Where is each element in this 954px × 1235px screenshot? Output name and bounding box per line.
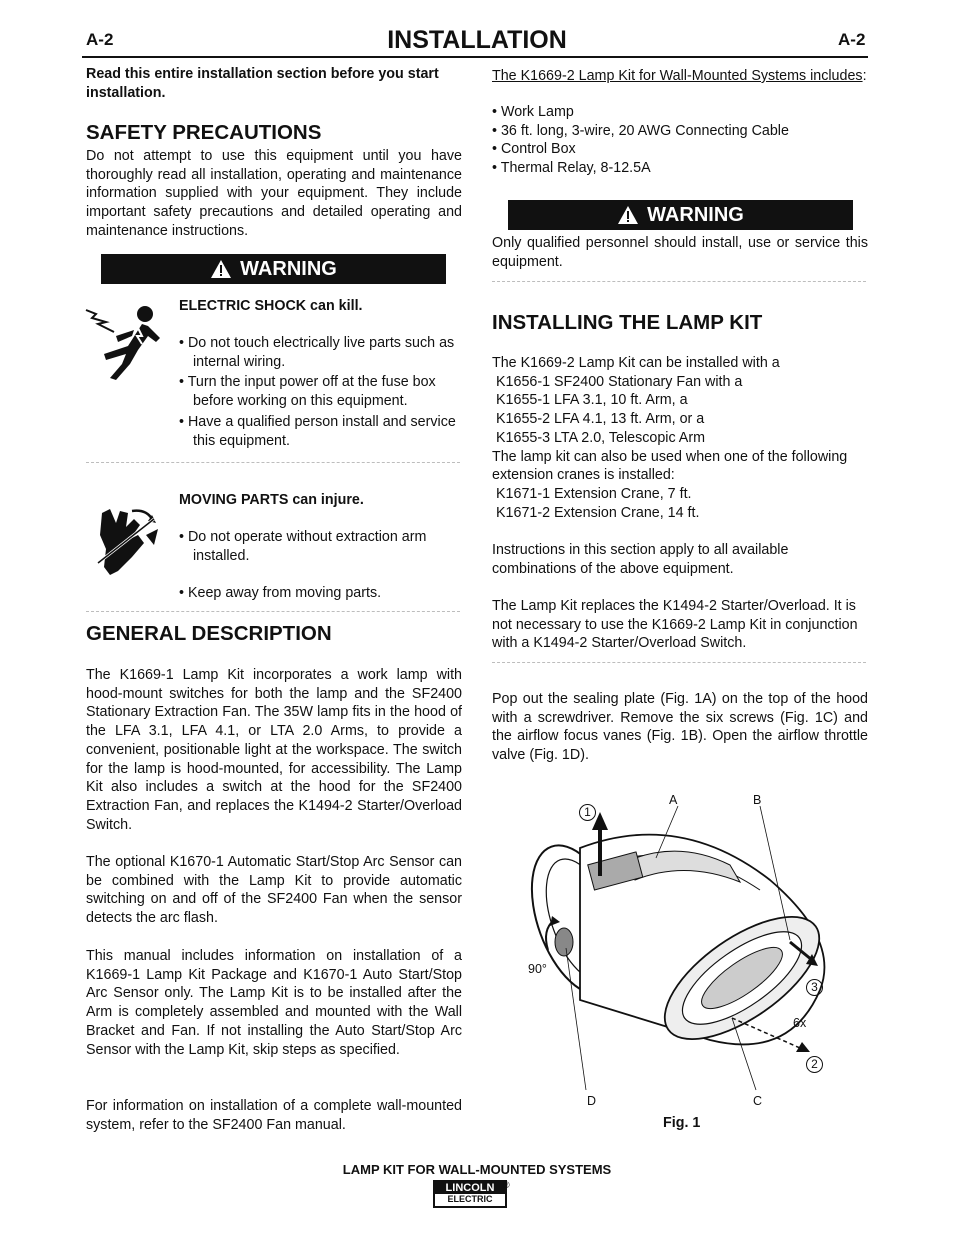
figure-label-b: B — [753, 793, 762, 807]
logo-registered-mark: ® — [503, 1180, 510, 1190]
moving-list — [179, 528, 463, 565]
lamp-hood-figure — [520, 790, 850, 1110]
install-line: K1656-1 SF2400 Stationary Fan with a — [496, 373, 743, 390]
logo-bottom: ELECTRIC — [447, 1194, 493, 1204]
warning-label: WARNING — [647, 203, 744, 226]
divider — [86, 611, 460, 612]
install-line: The K1669-2 Lamp Kit can be installed with a — [492, 355, 780, 371]
electric-shock-icon — [84, 302, 166, 380]
figure-label-c: C — [753, 1094, 763, 1108]
list-item: • Have a qualified person install and service this equipment. — [179, 413, 456, 449]
divider — [86, 462, 460, 463]
page-number-left: A-2 — [86, 30, 114, 49]
moving-title: MOVING PARTS can injure. — [179, 492, 364, 508]
list-item: • Turn the input power off at the fuse box before working on this equipment. — [179, 374, 436, 410]
install-heading: INSTALLING THE LAMP KIT — [492, 311, 763, 334]
list-item: • Do not touch electrically live parts such as internal wiring. — [179, 335, 455, 370]
divider — [492, 662, 866, 663]
lincoln-electric-logo — [433, 1180, 507, 1208]
page-number-right: A-2 — [838, 30, 866, 49]
warning-text: Only qualified personnel should install, use or service this equipment. — [492, 235, 868, 270]
shock-list — [179, 334, 463, 450]
install-line: K1671-2 Extension Crane, 14 ft. — [496, 504, 700, 521]
general-paragraph-3: This manual includes information on installation of a K1669-1 Lamp Kit Package and K1670-1 Auto Start/Stop Arc Sensor only. The Lamp Kit is to be installed after the Arm is completely assembled and mounted with the Wall Bracket and Fan. If not installing the Auto Start/Stop Arc Sensor with the Lamp Kit, skip steps as specified. — [86, 948, 462, 1058]
safety-paragraph: Do not attempt to use this equipment until you have thoroughly read all installation, operating and maintenance information supplied with your equipment. They include important safety precautions and detailed operating and maintenance instructions. — [86, 148, 462, 239]
warning-icon — [617, 205, 639, 225]
list-item: • Work Lamp — [492, 104, 574, 120]
pop-paragraph: Pop out the sealing plate (Fig. 1A) on the top of the hood with a screwdriver. Remove the six screws (Fig. 1C) and the airflow focus vanes (Fig. 1B). Open the airflow throttle valve (Fig. 1D). — [492, 691, 868, 764]
install-paragraph-3: The Lamp Kit replaces the K1494-2 Starter/Overload. It is not necessary to use the K1669-2 Lamp Kit in conjunction with a K1494-2 Starter/Overload Switch. — [492, 598, 858, 652]
install-line: The lamp kit can also be used when one of the following extension cranes is installed: — [492, 448, 848, 484]
warning-label: WARNING — [240, 257, 337, 280]
logo-top: LINCOLN — [435, 1182, 505, 1194]
install-paragraph-2: Instructions in this section apply to all available combinations of the above equipment. — [492, 542, 789, 577]
install-line: K1655-2 LFA 4.1, 13 ft. Arm, or a — [496, 411, 705, 428]
general-heading: GENERAL DESCRIPTION — [86, 622, 332, 645]
general-paragraph-2: The optional K1670-1 Automatic Start/Stop Arc Sensor can be combined with the Lamp Kit to provide automatic switching on and off of the SF2400 Fan when the sensor detects the arc flash. — [86, 854, 462, 927]
list-item: • Thermal Relay, 8-12.5A — [492, 160, 651, 177]
warning-banner-right — [508, 200, 853, 230]
list-item: • 36 ft. long, 3-wire, 20 AWG Connecting Cable — [492, 122, 789, 139]
shock-title: ELECTRIC SHOCK can kill. — [179, 298, 363, 314]
list-item: • Keep away from moving parts. — [179, 585, 382, 601]
kit-list — [492, 103, 868, 178]
list-item: • Control Box — [492, 141, 576, 158]
install-line: K1655-3 LTA 2.0, Telescopic Arm — [496, 429, 706, 446]
figure-label-a: A — [669, 793, 678, 807]
general-paragraph-1: The K1669-1 Lamp Kit incorporates a work lamp with hood-mount switches for both the lamp and the SF2400 Stationary Extraction Fan. The 35W lamp fits in the hood of the LFA 3.1, LFA 4.1, or LTA 2.0 Arms, to provide a convenient, positionable light at the workspace. The switch for the lamp is hood-mounted, for accessibility. The Lamp Kit also includes a switch at the hood for the SF2400 Extraction Fan, and replaces the K1494-2 Starter/Overload Switch. — [86, 667, 462, 833]
header-rule — [82, 56, 868, 58]
figure-label-d: D — [587, 1094, 597, 1108]
step-3-marker: 3 — [806, 979, 823, 996]
warning-banner-left — [101, 254, 446, 284]
moving-parts-icon — [94, 505, 162, 577]
rotation-angle: 90° — [528, 962, 547, 976]
page-title: INSTALLATION — [387, 26, 567, 54]
kit-heading-text: The K1669-2 Lamp Kit for Wall-Mounted Systems includes — [492, 68, 863, 84]
divider — [492, 281, 866, 282]
install-line: K1655-1 LFA 3.1, 10 ft. Arm, a — [496, 392, 688, 409]
general-paragraph-4: For information on installation of a complete wall-mounted system, refer to the SF2400 Fan manual. — [86, 1098, 462, 1133]
intro-note: Read this entire installation section before you start installation. — [86, 66, 439, 101]
install-list — [492, 354, 870, 522]
warning-icon — [210, 259, 232, 279]
install-line: K1671-1 Extension Crane, 7 ft. — [496, 485, 692, 502]
footer-title: LAMP KIT FOR WALL-MOUNTED SYSTEMS — [342, 1162, 612, 1177]
list-item: • Do not operate without extraction arm installed. — [179, 529, 427, 564]
moving-list-2 — [179, 584, 463, 603]
step-2-marker: 2 — [806, 1056, 823, 1073]
kit-heading — [492, 67, 868, 86]
kit-heading-colon: : — [862, 68, 867, 84]
figure-caption: Fig. 1 — [663, 1115, 701, 1131]
safety-heading: SAFETY PRECAUTIONS — [86, 121, 322, 144]
step-1-marker: 1 — [579, 804, 596, 821]
screw-count: 6x — [793, 1016, 807, 1030]
